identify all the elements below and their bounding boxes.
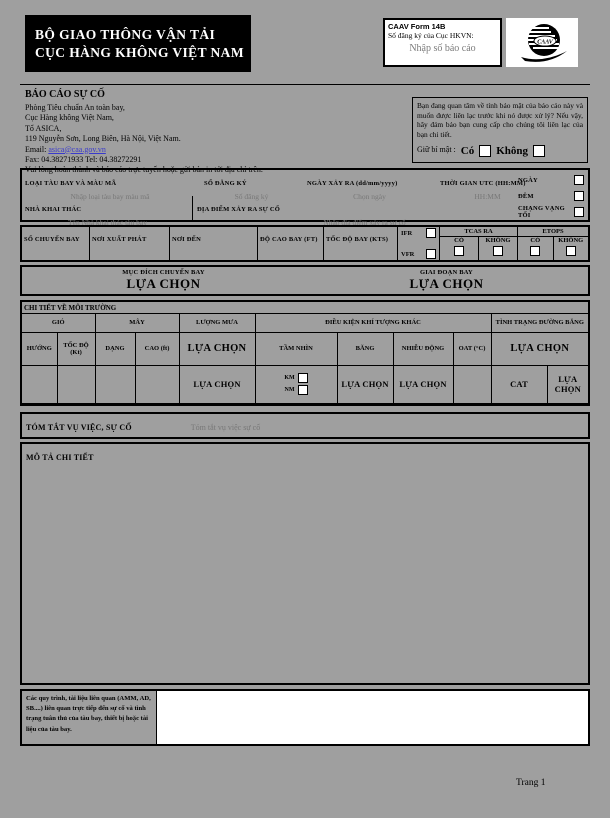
report-number-input[interactable]: Nhập số báo cáo [409, 42, 476, 54]
email-link[interactable]: asica@caa.gov.vn [48, 144, 106, 154]
address-line: Tổ ASICA, [25, 123, 62, 133]
wind-direction-input[interactable] [22, 365, 57, 403]
ice-select[interactable]: LỰA CHỌN [337, 365, 393, 403]
report-address-block [25, 88, 405, 176]
light-conditions [518, 172, 584, 220]
oat-label: OAT (°C) [453, 332, 491, 365]
address-line: Phòng Tiêu chuẩn An toàn bay, [25, 103, 125, 112]
secret-yes-checkbox[interactable] [479, 145, 491, 157]
detail-label: MÔ TẢ CHI TIẾT [26, 453, 94, 462]
keep-secret-label: Giữ bí mật : [417, 145, 456, 155]
flight-phase-label: GIAI ĐOẠN BAY [420, 269, 473, 276]
registration-label: SỐ ĐĂNG KÝ [204, 180, 247, 187]
fax-tel-line: Fax: 04.38271933 Tel: 04.38272291 [25, 154, 142, 164]
aircraft-type-label: LOẠI TÀU BAY VÀ MÀU MÃ [25, 180, 117, 187]
tcas-ra-label: TCAS RA [440, 227, 517, 237]
wind-speed-label: TỐC ĐỘ (Kt) [57, 332, 95, 365]
environment-title: CHI TIẾT VỀ MÔI TRƯỜNG [22, 302, 588, 314]
documents-input[interactable] [157, 691, 588, 744]
flight-phase-select[interactable]: LỰA CHỌN [409, 276, 484, 291]
summary-input[interactable]: Tóm tắt vụ việc sự cố [190, 423, 261, 432]
location-label: ĐỊA ĐIỂM XẢY RA SỰ CỐ [197, 206, 280, 213]
secret-yes-label: Có [460, 144, 475, 157]
destination-label: NƠI ĐẾN [172, 236, 202, 243]
confidentiality-text: Bạn đang quan tâm về tính bảo mật của báo cáo này và muốn được liên lạc trước khi nó được xử lý? Nếu vậy, hãy đảm bảo bạn cung cấp cho chúng tôi liên lạc của bạn chi tiết. [417, 101, 583, 139]
caav-logo-icon [511, 21, 573, 65]
etops-label: ETOPS [518, 227, 588, 237]
flight-number-label: SỐ CHUYẾN BAY [24, 236, 80, 243]
etops-yes-label: CÓ [530, 237, 541, 244]
other-weather-group-label: ĐIỀU KIỆN KHÍ TƯỢNG KHÁC [255, 314, 491, 332]
table-divider [192, 196, 193, 220]
documents-label: Các quy trình, tài liệu liên quan (AMM, AD, SB....) liên quan trực tiếp đến sự cố và tình trạng tuân thủ của tàu bay, thiết bị hoặc tài liệu của tàu bay. [22, 691, 157, 744]
speed-label: TỐC ĐỘ BAY (KTS) [326, 236, 389, 243]
etops-no-label: KHÔNG [558, 237, 584, 244]
address-line: 119 Nguyễn Sơn, Long Biên, Hà Nội, Việt Nam. [25, 134, 181, 144]
runway-group-label: TÌNH TRẠNG ĐƯỜNG BĂNG [491, 314, 588, 332]
ministry-name: BỘ GIAO THÔNG VẬN TẢI [35, 26, 216, 42]
cat-label: CAT [491, 365, 547, 403]
email-line [25, 145, 405, 155]
form-code: CAAV Form 14B [388, 22, 446, 31]
cat-select[interactable]: LỰA CHỌN [547, 365, 588, 403]
form-number-box [383, 18, 502, 67]
visibility-unit-cell [255, 365, 337, 403]
flight-purpose-select[interactable]: LỰA CHỌN [126, 276, 201, 291]
ice-label: BĂNG [337, 332, 393, 365]
turbulence-select[interactable]: LỰA CHỌN [393, 365, 453, 403]
environment-table [22, 314, 588, 404]
time-utc-label: THỜI GIAN UTC (HH:MM) [440, 180, 526, 187]
vfr-checkbox[interactable] [426, 249, 436, 259]
documents-table [20, 689, 590, 746]
address-line: Cục Hàng không Việt Nam, [25, 113, 114, 123]
purpose-phase-table [20, 265, 590, 296]
ifr-checkbox[interactable] [426, 228, 436, 238]
registry-label: Số đăng ký của Cục HKVN: [388, 31, 474, 41]
wind-direction-label: HƯỚNG [22, 332, 57, 365]
origin-label: NƠI XUẤT PHÁT [92, 236, 147, 243]
operator-input[interactable]: Tên Nhà khai thác tàu bay [68, 218, 147, 227]
environment-section [20, 300, 590, 406]
incident-basics-table [20, 168, 590, 227]
ministry-header [25, 15, 251, 72]
tcas-yes-label: CÓ [454, 237, 464, 244]
location-input[interactable]: Nhập địa điểm xảy ra sự cố [323, 218, 406, 227]
secret-no-label: Không [496, 144, 529, 157]
ifr-label: IFR [401, 229, 413, 237]
authority-name: CỤC HÀNG KHÔNG VIỆT NAM [35, 44, 244, 60]
aircraft-type-input[interactable]: Nhập loại tàu bay màu mã [70, 192, 150, 201]
confidentiality-box [412, 97, 588, 163]
tcas-yes-checkbox[interactable] [454, 246, 464, 256]
night-label: ĐÊM [518, 192, 534, 200]
turbulence-label: NHIỄU ĐỘNG [393, 332, 453, 365]
note-line: Vui lòng hoàn thành và báo cáo trực tuyến hoặc gửi bản in tới địa chỉ trên. [25, 165, 263, 175]
operator-label: NHÀ KHAI THÁC [25, 206, 82, 213]
oat-input[interactable] [453, 365, 491, 403]
summary-label: TÓM TẮT VỤ VIỆC, SỰ CỐ [26, 423, 132, 432]
cloud-form-label: DẠNG [95, 332, 135, 365]
header-divider [20, 84, 590, 85]
altitude-label: ĐỘ CAO BAY (FT) [260, 236, 318, 243]
date-label: NGÀY XẢY RA (dd/mm/yyyy) [307, 180, 398, 187]
tcas-no-label: KHÔNG [485, 237, 511, 244]
page-number: Trang 1 [516, 778, 546, 788]
caav-logo [506, 18, 578, 67]
report-title: BÁO CÁO SỰ CỐ [25, 89, 105, 100]
precip-select-2[interactable]: LỰA CHỌN [179, 365, 255, 403]
cloud-group-label: MÂY [95, 314, 179, 332]
wind-speed-input[interactable] [57, 365, 95, 403]
date-input[interactable]: Chọn ngày [353, 192, 386, 201]
day-label: NGÀY [518, 176, 538, 184]
detail-box[interactable] [20, 442, 590, 685]
registration-input[interactable]: Số đăng ký [234, 192, 269, 201]
km-label: KM [284, 375, 295, 381]
flight-info-table [20, 225, 590, 262]
cloud-form-input[interactable] [95, 365, 135, 403]
nm-checkbox[interactable] [298, 385, 308, 395]
km-checkbox[interactable] [298, 373, 308, 383]
night-checkbox[interactable] [574, 191, 584, 201]
cloud-height-label: CAO (ft) [135, 332, 179, 365]
cloud-height-input[interactable] [135, 365, 179, 403]
etops-no-checkbox[interactable] [566, 246, 576, 256]
tcas-no-checkbox[interactable] [493, 246, 503, 256]
day-checkbox[interactable] [574, 175, 584, 185]
runway-select[interactable]: LỰA CHỌN [491, 332, 588, 365]
nm-label: NM [284, 387, 295, 393]
flight-purpose-label: MỤC ĐÍCH CHUYẾN BAY [122, 269, 205, 276]
email-label: Email: [25, 144, 49, 154]
wind-group-label: GIÓ [22, 314, 95, 332]
svg-text:CAAV: CAAV [537, 39, 553, 45]
vfr-label: VFR [401, 250, 415, 258]
secret-no-checkbox[interactable] [533, 145, 545, 157]
etops-yes-checkbox[interactable] [530, 246, 540, 256]
twilight-label: CHẠNG VẠNG TỐI [518, 205, 565, 219]
visibility-label: TẦM NHÌN [255, 332, 337, 365]
twilight-checkbox[interactable] [574, 207, 584, 217]
summary-box [20, 412, 590, 439]
precip-select[interactable]: LỰA CHỌN [179, 332, 255, 365]
time-utc-input[interactable]: HH:MM [474, 192, 501, 201]
precip-group-label: LƯỢNG MƯA [179, 314, 255, 332]
